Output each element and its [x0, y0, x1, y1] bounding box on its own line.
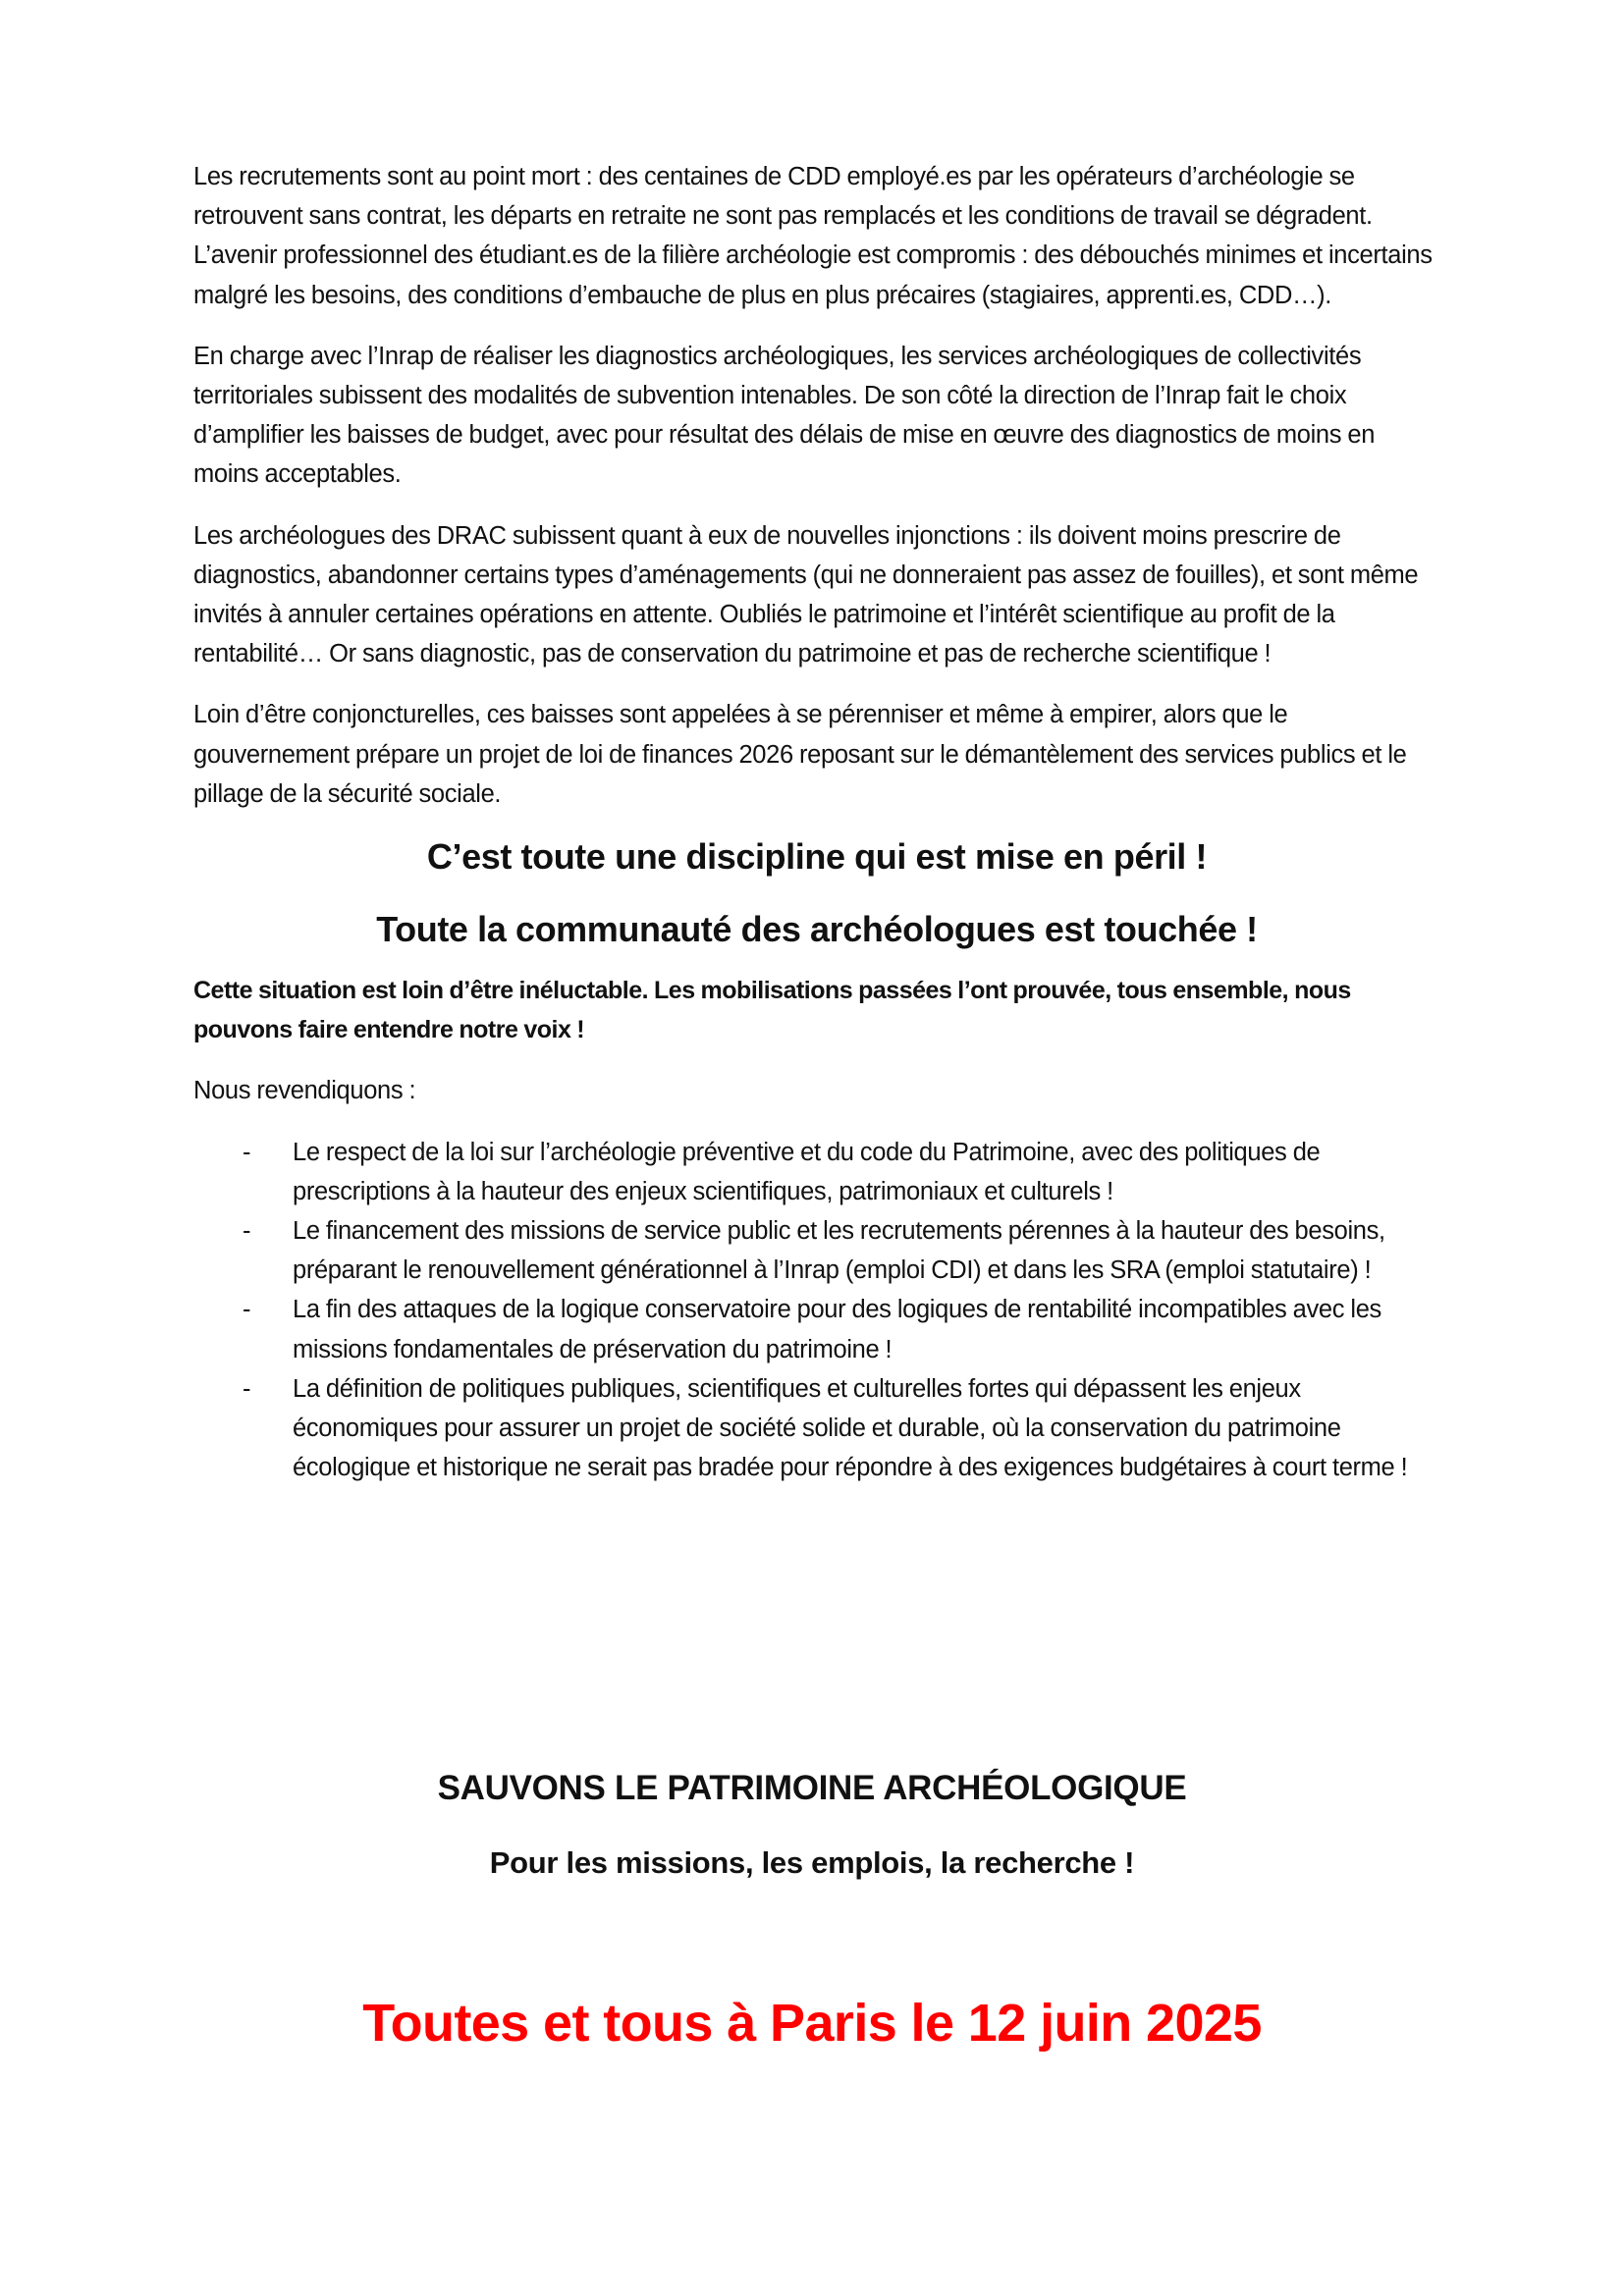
heading-discipline-peril: C’est toute une discipline qui est mise en péril !: [426, 836, 1208, 878]
paragraph-recruitment: Les recrutements sont au point mort : des centaines de CDD employé.es par les opérateurs d’archéologie se retrouvent sans contrat, les départs en retraite ne sont pas remplacés et les conditions de travail se dégradent. L’avenir professionnel des étudiant.es de la filière archéologie est compromis : des débouchés minimes et incertains malgré les besoins, des conditions d’embauche de plus en plus précaires (stagiaires, apprenti.es, CDD…).: [193, 163, 1433, 309]
call-to-action-paris: Toutes et tous à Paris le 12 juin 2025: [362, 1994, 1262, 2053]
claim-text: Le respect de la loi sur l’archéologie préventive et du code du Patrimoine, avec des politiques de prescriptions à la hauteur des enjeux scientifiques, patrimoniaux et culturels !: [293, 1138, 1321, 1205]
document-body: [193, 157, 1440, 1487]
claim-item: [193, 1211, 1440, 1290]
mobilization-paragraph: Cette situation est loin d’être inéluctable. Les mobilisations passées l’ont prouvée, tous ensemble, nous pouvons faire entendre notre voix !: [193, 977, 1351, 1044]
paragraph-diagnostics: En charge avec l’Inrap de réaliser les diagnostics archéologiques, les services archéologiques de collectivités territoriales subissent des modalités de subvention intenables. De son côté la direction de l’Inrap fait le choix d’amplifier les baisses de budget, avec pour résultat des délais de mise en œuvre des diagnostics de moins en moins acceptables.: [193, 342, 1376, 489]
dash-bullet-icon: -: [243, 1296, 251, 1324]
claims-list: [193, 1133, 1440, 1488]
dash-bullet-icon: -: [243, 1374, 251, 1403]
paragraph-budget-2026: Loin d’être conjoncturelles, ces baisses sont appelées à se pérenniser et même à empirer, alors que le gouvernement prépare un projet de loi de finances 2026 reposant sur le démantèlement des services publics et le pillage de la sécurité sociale.: [193, 701, 1407, 808]
heading-community-affected: Toute la communauté des archéologues est touchée !: [376, 909, 1258, 950]
paragraph-drac: Les archéologues des DRAC subissent quant à eux de nouvelles injonctions : ils doivent moins prescrire de diagnostics, abandonner certains types d’aménagements (qui ne donneraient pas assez de fouilles), et sont même invités à annuler certaines opérations en attente. Oubliés le patrimoine et l’intérêt scientifique au profit de la rentabilité… Or sans diagnostic, pas de conservation du patrimoine et pas de recherche scientifique !: [193, 521, 1419, 668]
claims-intro: Nous revendiquons :: [193, 1077, 416, 1105]
slogan-save-heritage: SAUVONS LE PATRIMOINE ARCHÉOLOGIQUE: [437, 1769, 1187, 1807]
dash-bullet-icon: -: [243, 1217, 251, 1246]
claim-text: La fin des attaques de la logique conservatoire pour des logiques de rentabilité incompatibles avec les missions fondamentales de préservation du patrimoine !: [293, 1296, 1381, 1363]
claim-item: [193, 1369, 1440, 1488]
claim-item: [193, 1133, 1440, 1211]
claim-text: Le financement des missions de service public et les recrutements pérennes à la hauteur des besoins, préparant le renouvellement générationnel à l’Inrap (emploi CDI) et dans les SRA (emploi statutaire) !: [293, 1217, 1385, 1285]
dash-bullet-icon: -: [243, 1138, 251, 1166]
slogan-subtitle: Pour les missions, les emplois, la recherche !: [489, 1845, 1135, 1880]
claim-text: La définition de politiques publiques, scientifiques et culturelles fortes qui dépassent les enjeux économiques pour assurer un projet de société solide et durable, où la conservation du patrimoine écologique et historique ne serait pas bradée pour répondre à des exigences budgétaires à court terme !: [293, 1374, 1408, 1482]
claim-item: [193, 1290, 1440, 1368]
